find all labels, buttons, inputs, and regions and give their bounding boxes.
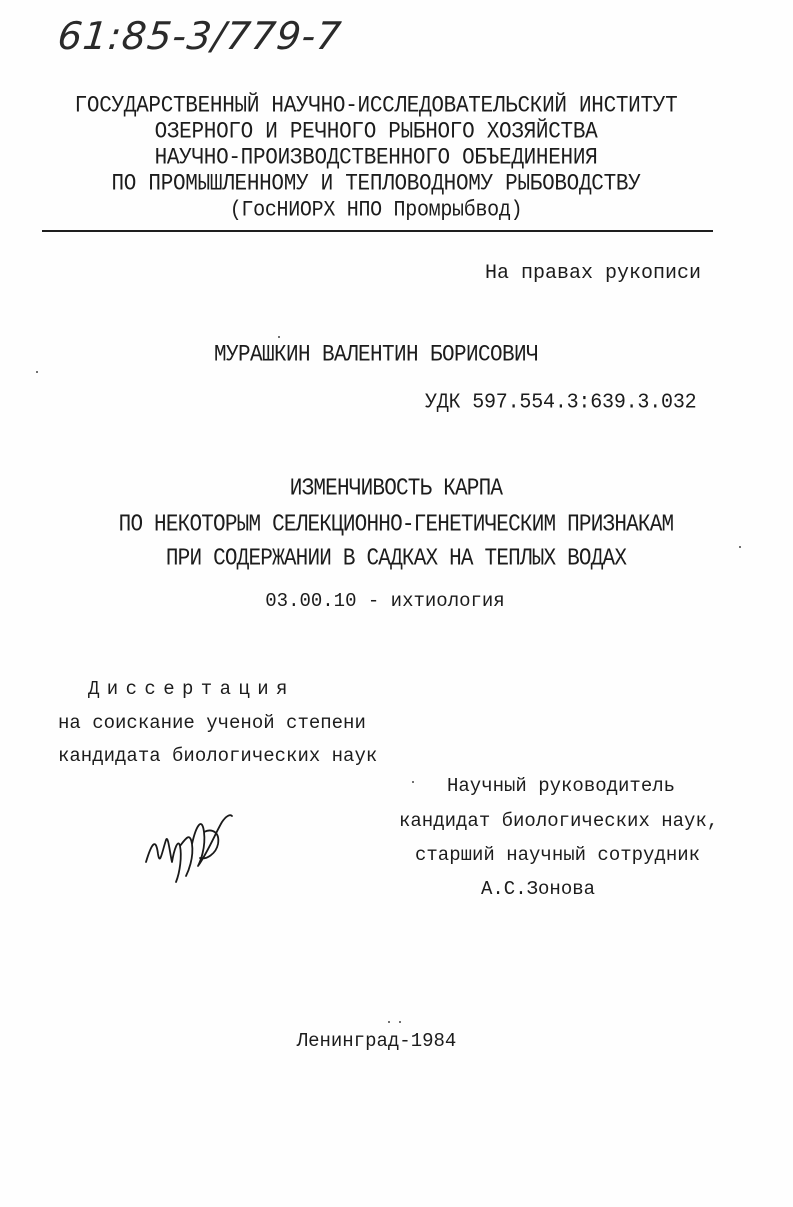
institution-line-1: ГОСУДАРСТВЕННЫЙ НАУЧНО-ИССЛЕДОВАТЕЛЬСКИЙ ИНСТИТУТ — [74, 93, 678, 120]
supervisor-name: А.С.Зонова — [481, 878, 596, 900]
specialty-code: 03.00.10 - ихтиология — [265, 590, 505, 612]
supervisor-role: Научный руководитель — [447, 775, 676, 797]
manuscript-rights-note: На правах рукописи — [484, 262, 701, 285]
institution-abbreviation: (ГосНИОРХ НПО Промрыбвод) — [229, 197, 523, 224]
thesis-title-line-3: ПРИ СОДЕРЖАНИИ В САДКАХ НА ТЕПЛЫХ ВОДАХ — [165, 546, 627, 573]
author-signature — [142, 802, 252, 888]
scan-speck — [399, 1021, 401, 1023]
scan-speck — [388, 1021, 390, 1023]
scan-speck — [739, 546, 741, 548]
supervisor-degree: кандидат биологических наук, — [399, 810, 719, 832]
udc-code: УДК 597.554.3:639.3.032 — [425, 390, 697, 415]
thesis-title-line-1: ИЗМЕНЧИВОСТЬ КАРПА — [289, 476, 503, 503]
degree-field: кандидата биологических наук — [58, 745, 378, 767]
institution-line-2: ОЗЕРНОГО И РЕЧНОГО РЫБНОГО ХОЗЯЙСТВА — [154, 119, 598, 146]
archive-handwritten-note: 61:85-3/779-7 — [55, 14, 344, 58]
author-name: МУРАШКИН ВАЛЕНТИН БОРИСОВИЧ — [214, 342, 539, 369]
institution-line-3: НАУЧНО-ПРОИЗВОДСТВЕННОГО ОБЪЕДИНЕНИЯ — [154, 145, 598, 172]
header-divider — [42, 230, 713, 232]
dissertation-heading: Диссертация — [88, 678, 295, 700]
degree-purpose: на соискание ученой степени — [58, 712, 366, 734]
scan-speck — [278, 336, 280, 338]
supervisor-position: старший научный сотрудник — [415, 844, 701, 866]
scan-speck — [36, 371, 38, 373]
thesis-title-line-2: ПО НЕКОТОРЫМ СЕЛЕКЦИОННО-ГЕНЕТИЧЕСКИМ ПРИЗНАКАМ — [118, 512, 674, 539]
institution-line-4: ПО ПРОМЫШЛЕННОМУ И ТЕПЛОВОДНОМУ РЫБОВОДСТВУ — [111, 171, 641, 198]
city-year: Ленинград-1984 — [296, 1030, 457, 1052]
scan-speck — [412, 781, 414, 783]
